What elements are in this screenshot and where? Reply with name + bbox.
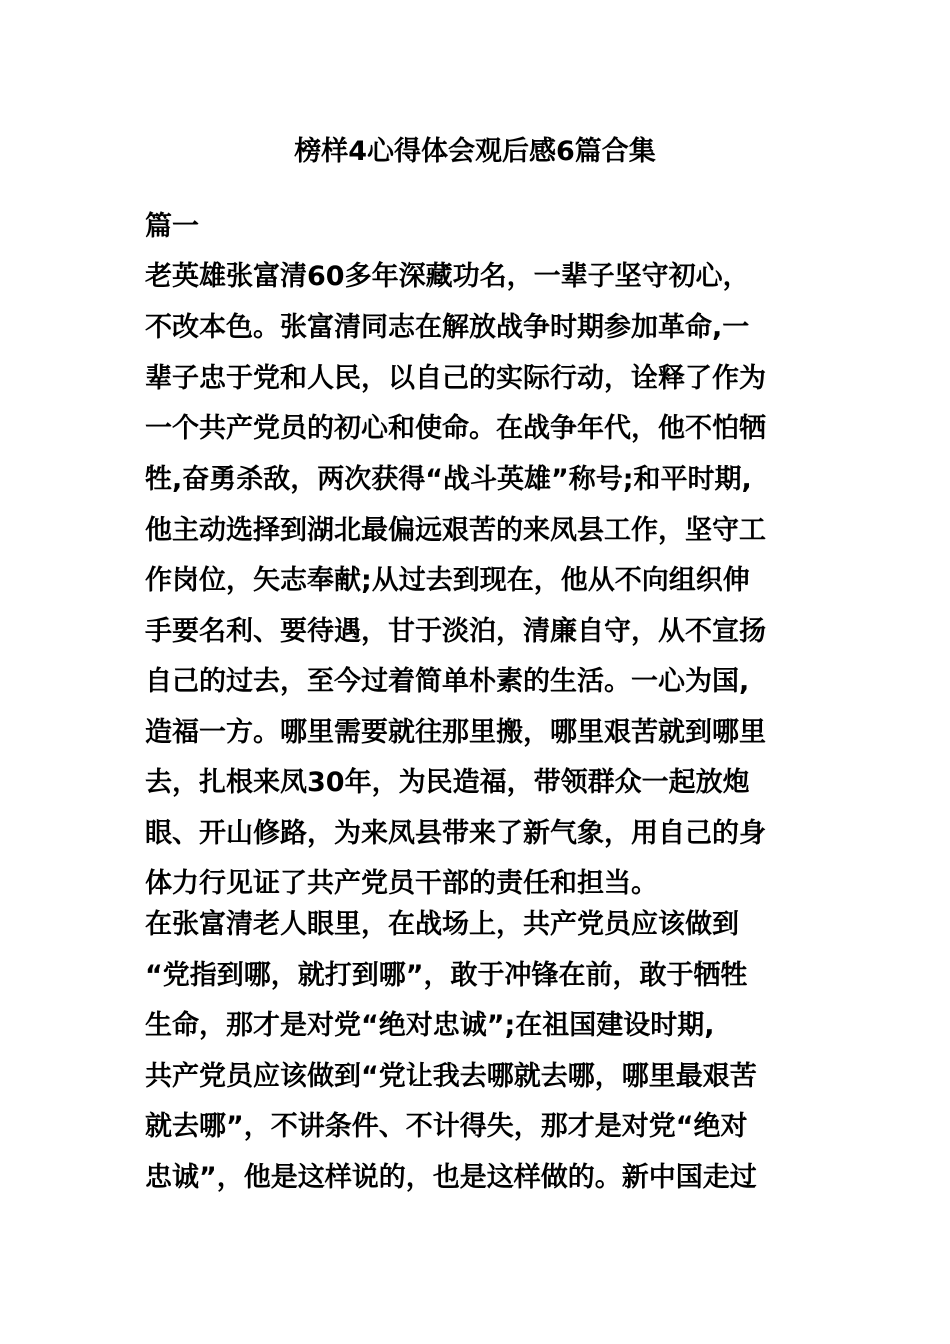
paragraph-line: 在张富清老人眼里，在战场上，共产党员应该做到 (145, 909, 739, 940)
paragraph-line: 不改本色。张富清同志在解放战争时期参加革命,一 (145, 312, 750, 343)
paragraph-line: 忠诚”，他是这样说的，也是这样做的。新中国走过 (145, 1162, 757, 1193)
paragraph-line: 辈子忠于党和人民，以自己的实际行动，诠释了作为 (145, 363, 766, 394)
paragraph-line: 体力行见证了共产党员干部的责任和担当。 (145, 868, 658, 899)
paragraph-line: 造福一方。哪里需要就往那里搬，哪里艰苦就到哪里 (145, 717, 766, 748)
paragraph-line: 去，扎根来凤30年，为民造福，带领群众一起放炮 (145, 767, 750, 798)
paragraph-line: 共产党员应该做到“党让我去哪就去哪，哪里最艰苦 (145, 1061, 757, 1092)
paragraph-line: 作岗位，矢志奉献;从过去到现在，他从不向组织伸 (145, 565, 750, 596)
paragraph-line: 他主动选择到湖北最偏远艰苦的来凤县工作，坚守工 (145, 515, 766, 546)
document-title: 榜样4心得体会观后感6篇合集 (294, 136, 656, 167)
paragraph-line: 牲,奋勇杀敌，两次获得“战斗英雄”称号;和平时期, (145, 464, 752, 495)
paragraph-line: 自己的过去，至今过着简单朴素的生活。一心为国, (145, 666, 750, 697)
paragraph-line: 眼、开山修路，为来凤县带来了新气象，用自己的身 (145, 818, 766, 849)
paragraph-line: 就去哪”，不讲条件、不计得失，那才是对党“绝对 (145, 1111, 748, 1142)
paragraph-line: 生命，那才是对党“绝对忠诚”;在祖国建设时期, (145, 1010, 715, 1041)
paragraph-line: 一个共产党员的初心和使命。在战争年代，他不怕牺 (145, 413, 766, 444)
paragraph-line: “党指到哪，就打到哪”，敢于冲锋在前，敢于牺牲 (145, 960, 748, 991)
paragraph-line: 手要名利、要待遇，甘于淡泊，清廉自守，从不宣扬 (145, 616, 766, 647)
paragraph-line: 老英雄张富清60多年深藏功名，一辈子坚守初心， (145, 261, 750, 292)
section-heading: 篇一 (145, 211, 199, 242)
